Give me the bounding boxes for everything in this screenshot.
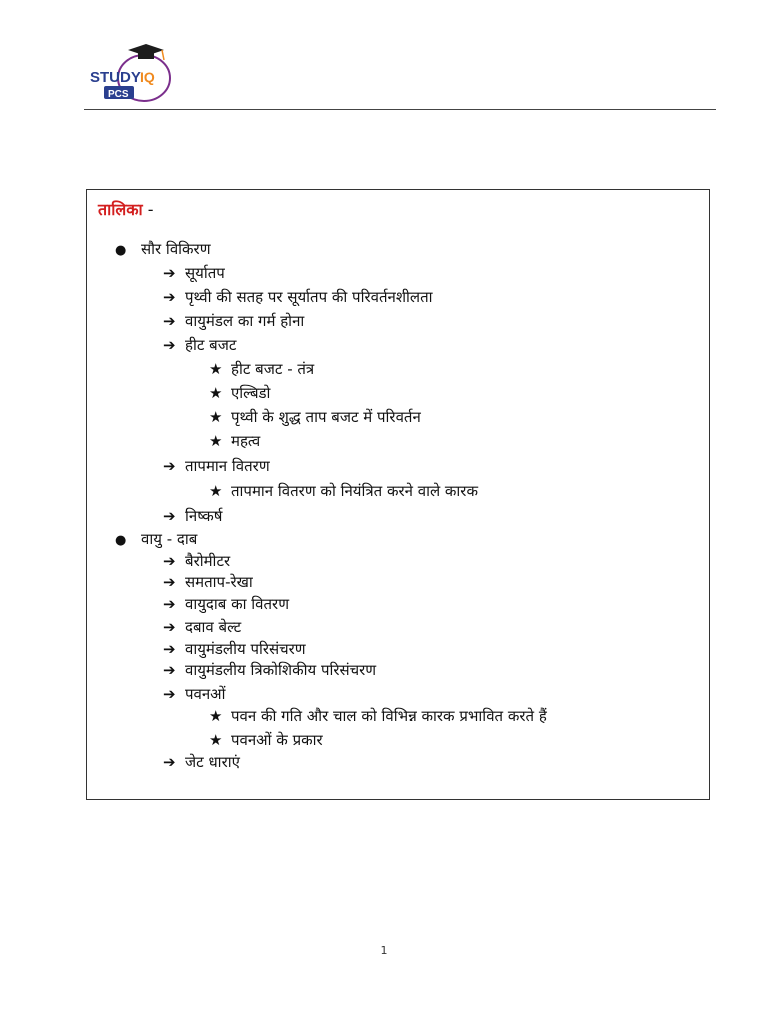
outline-item-level-2	[163, 660, 376, 680]
outline-item-text: महत्व	[231, 432, 261, 450]
logo-iq-text: IQ	[140, 69, 155, 85]
arrow-icon: ➔	[163, 457, 176, 475]
outline-item-level-2	[163, 752, 240, 772]
logo-study-text: STUDY	[90, 69, 141, 86]
outline-item-level-2	[163, 263, 225, 283]
outline-item-text: हीट बजट	[185, 336, 237, 354]
outline-item-text: वायुमंडल का गर्म होना	[185, 312, 305, 330]
outline-item-text: वायुमंडलीय परिसंचरण	[185, 640, 306, 658]
outline-item-level-2	[163, 506, 222, 526]
box-title-suffix: -	[142, 200, 154, 219]
arrow-icon: ➔	[163, 595, 176, 613]
outline-item-text: पृथ्वी की सतह पर सूर्यातप की परिवर्तनशीलता	[185, 288, 433, 306]
outline-item-text: एल्बिडो	[231, 384, 271, 402]
outline-item-text: पवनओं के प्रकार	[231, 731, 323, 749]
outline-item-text: पवन की गति और चाल को विभिन्न कारक प्रभावित करते हैं	[231, 707, 547, 725]
outline-item-level-2	[163, 639, 306, 659]
outline-item-level-2	[163, 551, 230, 571]
arrow-icon: ➔	[163, 312, 176, 330]
star-icon: ★	[209, 384, 223, 402]
outline-item-level-1	[115, 529, 197, 551]
arrow-icon: ➔	[163, 336, 176, 354]
arrow-icon: ➔	[163, 552, 176, 570]
outline-item-level-2	[163, 456, 270, 476]
outline-item-level-2	[163, 335, 236, 355]
outline-item-text: बैरोमीटर	[185, 552, 231, 570]
outline-item-level-3	[209, 481, 478, 501]
outline-item-level-2	[163, 594, 289, 614]
outline-item-text: वायुमंडलीय त्रिकोशिकीय परिसंचरण	[185, 661, 377, 679]
outline-item-text: वायु - दाब	[141, 530, 198, 548]
outline-item-text: पवनओं	[185, 685, 226, 703]
arrow-icon: ➔	[163, 618, 176, 636]
outline-item-level-1	[115, 239, 211, 261]
arrow-icon: ➔	[163, 685, 176, 703]
bullet-icon: ●	[115, 243, 127, 258]
star-icon: ★	[209, 731, 223, 749]
page-number: 1	[380, 944, 388, 957]
outline-item-text: सौर विकिरण	[141, 240, 211, 258]
outline-item-text: तापमान वितरण को नियंत्रित करने वाले कारक	[231, 482, 478, 500]
outline-item-level-2	[163, 311, 304, 331]
outline-item-level-3	[209, 431, 260, 451]
star-icon: ★	[209, 707, 223, 725]
outline-item-level-3	[209, 383, 270, 403]
outline-item-level-2	[163, 572, 253, 592]
content-box	[86, 189, 710, 800]
outline-item-text: वायुदाब का वितरण	[185, 595, 290, 613]
bullet-icon: ●	[115, 533, 127, 548]
box-title-word: तालिका	[98, 200, 143, 219]
arrow-icon: ➔	[163, 288, 176, 306]
outline-item-level-3	[209, 730, 323, 750]
outline-item-level-3	[209, 407, 421, 427]
logo-pcs-text: PCS	[108, 89, 129, 100]
outline-item-level-2	[163, 684, 226, 704]
star-icon: ★	[209, 408, 223, 426]
arrow-icon: ➔	[163, 753, 176, 771]
header-rule	[84, 109, 716, 110]
studyiq-logo	[84, 40, 184, 106]
outline-item-level-3	[209, 359, 314, 379]
star-icon: ★	[209, 432, 223, 450]
outline-item-text: तापमान वितरण	[185, 457, 270, 475]
outline-item-text: निष्कर्ष	[185, 507, 223, 525]
outline-item-level-3	[209, 706, 547, 726]
outline-item-level-2	[163, 287, 433, 307]
arrow-icon: ➔	[163, 661, 176, 679]
outline-item-level-2	[163, 617, 241, 637]
arrow-icon: ➔	[163, 264, 176, 282]
star-icon: ★	[209, 482, 223, 500]
outline-item-text: दबाव बेल्ट	[185, 618, 242, 636]
box-title	[98, 198, 154, 220]
star-icon: ★	[209, 360, 223, 378]
arrow-icon: ➔	[163, 640, 176, 658]
outline-item-text: जेट धाराएं	[185, 753, 240, 771]
arrow-icon: ➔	[163, 573, 176, 591]
outline-item-text: समताप-रेखा	[185, 573, 253, 591]
outline-item-text: पृथ्वी के शुद्ध ताप बजट में परिवर्तन	[231, 408, 421, 426]
outline-item-text: हीट बजट - तंत्र	[231, 360, 315, 378]
outline-item-text: सूर्यातप	[185, 264, 225, 282]
arrow-icon: ➔	[163, 507, 176, 525]
